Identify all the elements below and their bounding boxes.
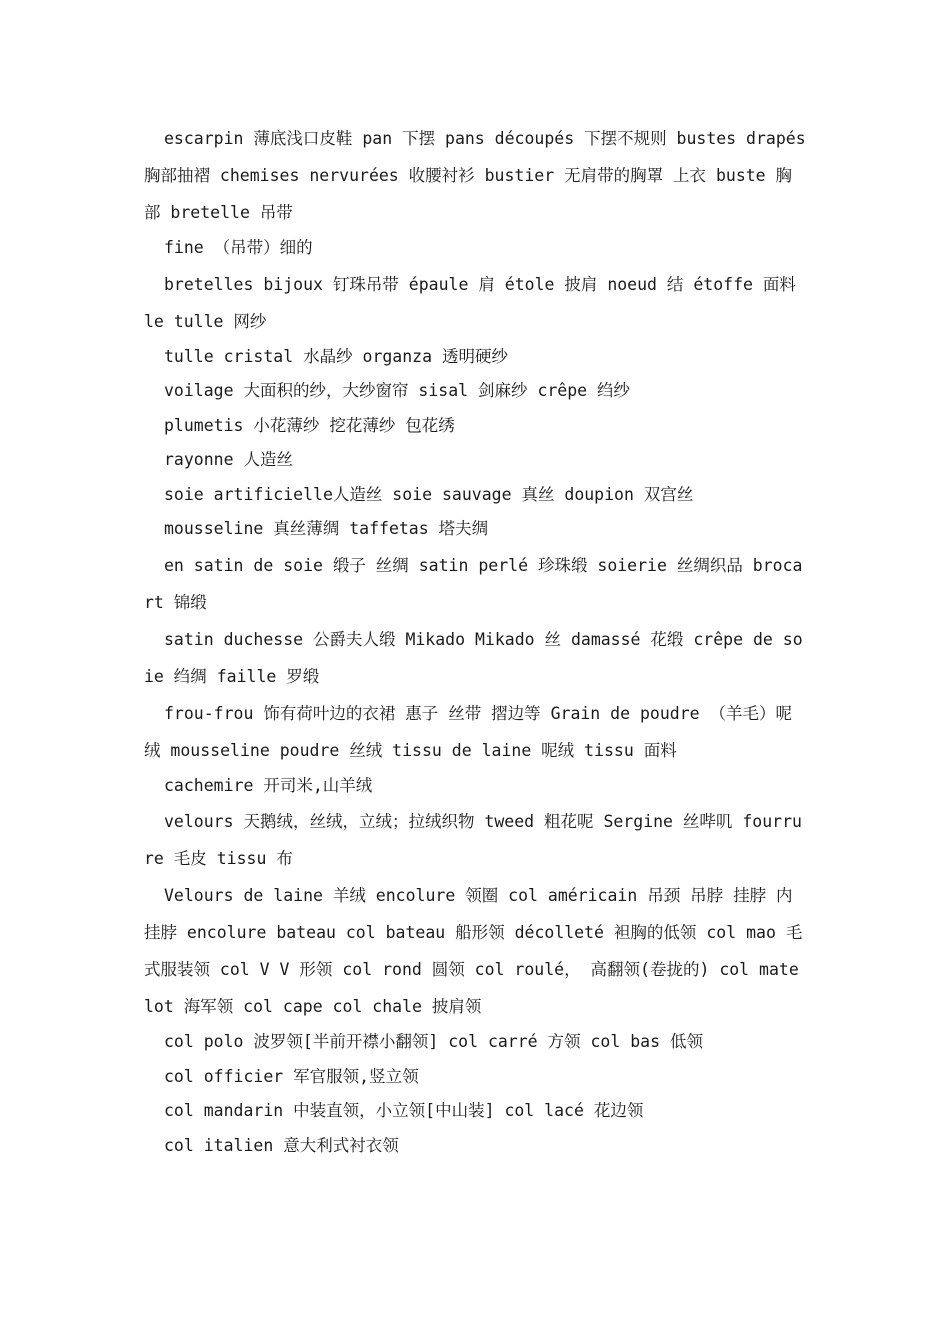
paragraph: col officier 军官服领,竖立领	[164, 1066, 419, 1086]
paragraph: escarpin 薄底浅口皮鞋 pan 下摆 pans découpés 下摆不规则 bustes drapés 胸部抽褶 chemises nervurées 收腰衬衫 bustier 无肩带的胸罩 上衣 buste 胸部 bretelle 吊带	[144, 129, 806, 222]
paragraph: rayonne 人造丝	[164, 450, 293, 469]
paragraph: col polo 波罗领[半前开襟小翻领] col carré 方领 col bas 低领	[164, 1032, 703, 1051]
paragraph: tulle cristal 水晶纱 organza 透明硬纱	[164, 346, 508, 366]
paragraph: fine （吊带）细的	[164, 238, 313, 257]
paragraph: en satin de soie 缎子 丝绸 satin perlé 珍珠缎 soierie 丝绸织品 brocart 锦缎	[144, 555, 803, 612]
paragraph: velours 天鹅绒，丝绒，立绒；拉绒织物 tweed 粗花呢 Sergine 丝哔叽 fourrure 毛皮 tissu 布	[144, 812, 802, 868]
paragraph: voilage 大面积的纱，大纱窗帘 sisal 剑麻纱 crêpe 绉纱	[164, 381, 631, 400]
paragraph: col italien 意大利式衬衣领	[164, 1135, 399, 1155]
paragraph: soie artificielle人造丝 soie sauvage 真丝 doupion 双宫丝	[164, 484, 694, 504]
paragraph: plumetis 小花薄纱 挖花薄纱 包花绣	[164, 415, 455, 435]
paragraph: mousseline 真丝薄绸 taffetas 塔夫绸	[164, 519, 489, 538]
paragraph: cachemire 开司米,山羊绒	[164, 775, 373, 795]
paragraph: frou-frou 饰有荷叶边的衣裙 惠子 丝带 摺边等 Grain de poudre （羊毛）呢绒 mousseline poudre 丝绒 tissu de laine 呢绒 tissu 面料	[144, 703, 793, 760]
paragraph: Velours de laine 羊绒 encolure 领圈 col américain 吊颈 吊脖 挂脖 内挂脖 encolure bateau col bateau 船形领 décolleté 袒胸的低领 col mao 毛式服装领 col V V 形领 col rond 圆领 col roulé， 高翻领(卷拢的) col matelot 海军领 col cape col chale 披肩领	[144, 886, 803, 1016]
paragraph: col mandarin 中装直领，小立领[中山装] col lacé 花边领	[164, 1101, 644, 1120]
paragraph: satin duchesse 公爵夫人缎 Mikado Mikado 丝 damassé 花缎 crêpe de soie 绉绸 faille 罗缎	[144, 629, 803, 686]
document-body	[144, 120, 808, 1163]
paragraph: bretelles bijoux 钉珠吊带 épaule 肩 étole 披肩 noeud 结 étoffe 面料 le tulle 网纱	[144, 274, 796, 331]
